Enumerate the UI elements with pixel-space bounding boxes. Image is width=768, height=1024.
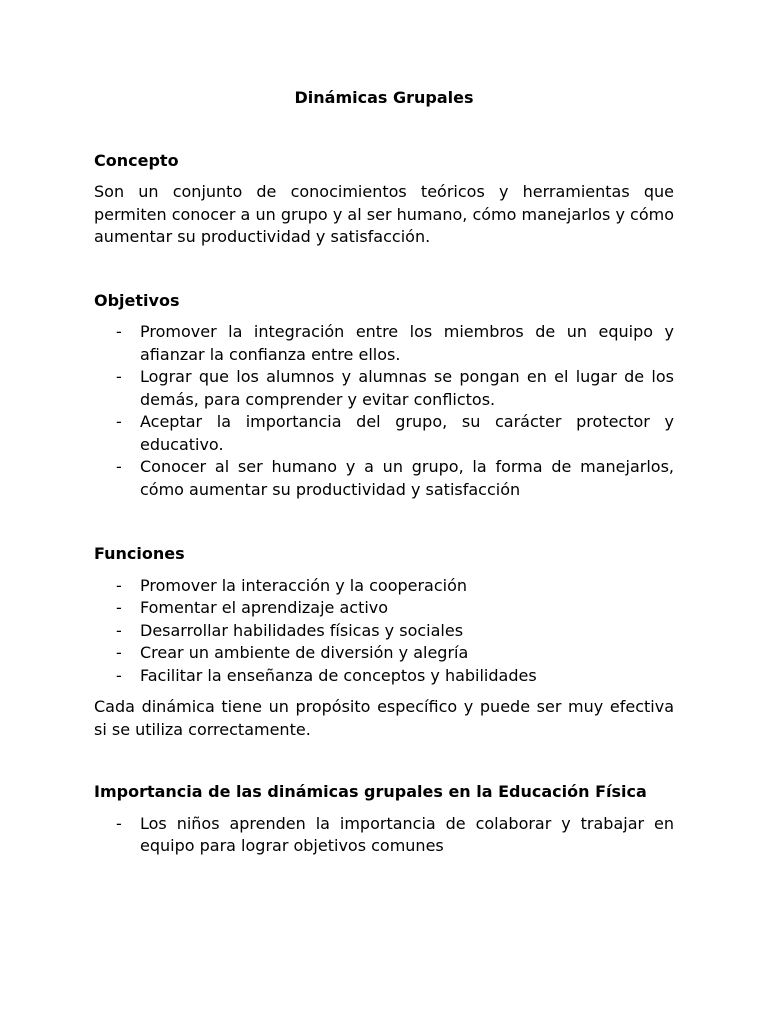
document-body: [94, 87, 674, 858]
bullet-dash: -: [116, 598, 122, 617]
list-item-text: Conocer al ser humano y a un grupo, la forma de manejarlos, cómo aumentar su productividad y satisfacción: [140, 457, 674, 499]
list-item-text: Aceptar la importancia del grupo, su carácter protector y educativo.: [140, 412, 674, 454]
list-item-text: Los niños aprenden la importancia de colaborar y trabajar en equipo para lograr objetivos comunes: [140, 813, 674, 855]
importancia-heading: Importancia de las dinámicas grupales en la Educación Física: [94, 782, 647, 801]
list-item-text: Desarrollar habilidades físicas y sociales: [140, 620, 464, 640]
bullet-dash: -: [116, 412, 122, 431]
funciones-list: [94, 575, 674, 688]
concepto-heading: Concepto: [94, 150, 179, 170]
list-item: [94, 665, 674, 688]
bullet-dash: -: [116, 367, 122, 386]
list-item: [94, 597, 674, 620]
bullet-dash: -: [116, 813, 122, 833]
bullet-dash: -: [116, 457, 122, 476]
bullet-dash: -: [116, 665, 122, 685]
concepto-paragraph: Son un conjunto de conocimientos teóricos y herramientas que permiten conocer a un grupo y al ser humano, cómo manejarlos y cómo aumentar su productividad y satisfacción.: [94, 182, 674, 246]
list-item: [94, 642, 674, 665]
list-item-text: Facilitar la enseñanza de conceptos y habilidades: [140, 665, 537, 685]
list-item: [94, 366, 674, 411]
list-item: [94, 456, 674, 501]
funciones-heading: Funciones: [94, 544, 185, 563]
bullet-dash: -: [116, 575, 122, 595]
list-item-text: Crear un ambiente de diversión y alegría: [140, 643, 469, 662]
document-title: Dinámicas Grupales: [294, 88, 474, 107]
list-item: [94, 813, 674, 858]
list-item-text: Promover la integración entre los miembros de un equipo y afianzar la confianza entre ellos.: [140, 322, 674, 364]
bullet-dash: -: [116, 620, 122, 640]
objetivos-heading: Objetivos: [94, 290, 180, 310]
list-item: [94, 575, 674, 598]
importancia-list: [94, 813, 674, 858]
list-item-text: Fomentar el aprendizaje activo: [140, 598, 389, 617]
bullet-dash: -: [116, 322, 122, 341]
objetivos-list: [94, 321, 674, 501]
bullet-dash: -: [116, 643, 122, 662]
list-item-text: Lograr que los alumnos y alumnas se pongan en el lugar de los demás, para comprender y evitar conflictos.: [140, 367, 674, 409]
list-item: [94, 411, 674, 456]
list-item: [94, 620, 674, 643]
funciones-paragraph: Cada dinámica tiene un propósito específico y puede ser muy efectiva si se utiliza correctamente.: [94, 697, 674, 739]
list-item: [94, 321, 674, 366]
list-item-text: Promover la interacción y la cooperación: [140, 575, 468, 595]
